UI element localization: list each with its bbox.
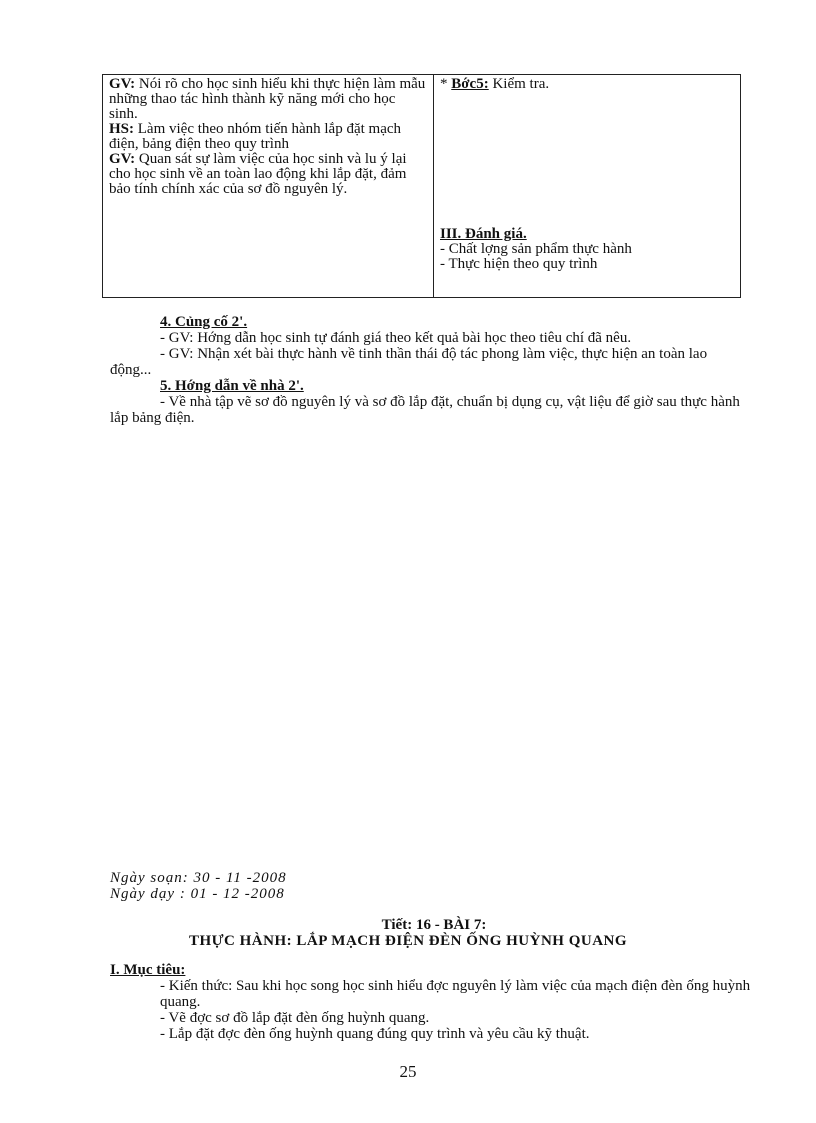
consolidation-section [110,314,750,378]
step-text: Kiểm tra. [488,76,550,92]
homework-heading: 5. Hớng dẫn về nhà 2'. [160,378,304,394]
homework-line: - Về nhà tập vẽ sơ đồ nguyên lý và sơ đồ lắp đặt, chuẩn bị dụng cụ, vật liệu để giờ sau thực hành lắp bảng điện. [110,394,740,426]
gv-instruction-text: Nói rõ cho học sinh hiểu khi thực hiện làm mẫu những thao tác hình thành kỹ năng mới cho học sinh. [109,76,426,122]
objective-line: - Vẽ đợc sơ đồ lắp đặt đèn ống huỳnh quang. [160,1010,430,1026]
content-cell [434,75,741,298]
activity-table [102,74,741,298]
hs-label: HS: [109,121,135,137]
evaluation-item: - Chất lợng sản phẩm thực hành [440,241,632,257]
objective-line: - Lắp đặt đợc đèn ống huỳnh quang đúng quy trình và yêu cầu kỹ thuật. [160,1026,590,1042]
teacher-student-activities-cell [103,75,434,298]
consolidation-line: - GV: Hớng dẫn học sinh tự đánh giá theo kết quả bài học theo tiêu chí đã nêu. [160,330,632,346]
gv-label-2: GV: [109,151,136,167]
objectives-heading: I. Mục tiêu: [110,962,186,978]
lesson-title: THỰC HÀNH: LẮP MẠCH ĐIỆN ĐÈN ỐNG HUỲNH QUANG [188,933,628,949]
homework-section [110,378,750,426]
consolidation-heading: 4. Củng cố 2'. [160,314,248,330]
lesson-period: Tiết: 16 - BÀI 7: [381,917,487,933]
date-prepared: Ngày soạn: 30 - 11 -2008 [110,870,287,886]
consolidation-line: - GV: Nhận xét bài thực hành về tinh thần thái độ tác phong làm việc, thực hiện an toàn lao động... [110,346,708,378]
gv-observation-text: Quan sát sự làm việc của học sinh và lu ý lại cho học sinh về an toàn lao động khi lắp đặt, đảm bảo tính chính xác của sơ đồ nguyên lý. [109,151,407,197]
objectives-section [110,962,760,1042]
gv-label: GV: [109,76,136,92]
objective-line: - Kiến thức: Sau khi học song học sinh hiểu đợc nguyên lý làm việc của mạch điện đèn ống huỳnh quang. [160,978,751,1010]
evaluation-item: - Thực hiện theo quy trình [440,256,598,272]
evaluation-heading: III. Đánh giá. [440,226,527,242]
hs-activity-text: Làm việc theo nhóm tiến hành lắp đặt mạch điện, bảng điện theo quy trình [109,121,402,152]
date-taught: Ngày dạy : 01 - 12 -2008 [110,886,285,902]
step-prefix: * [440,76,452,92]
page-number: 25 [399,1062,417,1081]
step-label: Bớc5: [451,76,489,92]
